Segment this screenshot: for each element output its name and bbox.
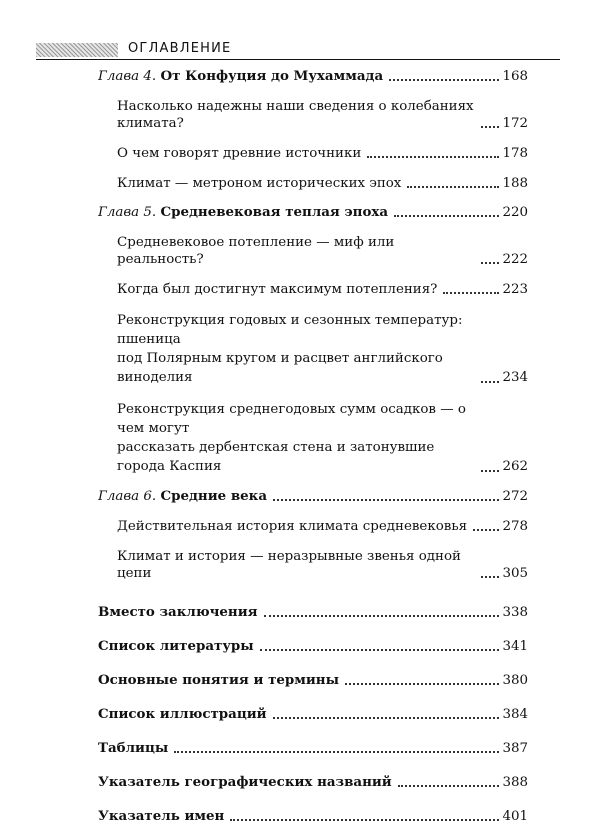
backmatter-title: Указатель имен [98,808,225,824]
dot-leader [367,156,499,158]
toc-section[interactable] [98,548,528,582]
page-number: 188 [502,176,528,191]
page-number: 272 [502,489,528,504]
dot-leader [481,262,499,264]
section-title-line-1: Реконструкция годовых и сезонных температур: пшеница [117,313,463,347]
header-rule [36,59,560,60]
page-number: 172 [502,116,528,131]
toc-chapter-6[interactable] [98,488,528,505]
toc-section[interactable] [98,400,528,476]
toc-backmatter-illustrations[interactable] [98,706,528,723]
backmatter-title: Список литературы [98,638,254,654]
chapter-number: Глава 4. [98,69,157,84]
table-of-contents [98,68,528,825]
backmatter-title: Указатель географических названий [98,774,392,790]
toc-backmatter-tables[interactable] [98,740,528,757]
toc-section[interactable] [98,98,528,132]
dot-leader [398,785,500,787]
dot-leader [260,649,500,651]
dot-leader [443,292,499,294]
chapter-title: Средние века [160,488,268,504]
toc-section[interactable] [98,311,528,387]
toc-backmatter-geo-index[interactable] [98,774,528,791]
toc-section[interactable] [98,234,528,268]
header-title: ОГЛАВЛЕНИЕ [128,41,232,56]
dot-leader [389,79,499,81]
toc-section[interactable] [98,518,528,535]
toc-section[interactable] [98,145,528,162]
dot-leader [407,186,499,188]
section-title: Климат — метроном исторических эпох [117,176,402,191]
page-number: 234 [502,370,528,385]
page-number: 387 [502,741,528,756]
chapter-number: Глава 5. [98,205,157,220]
toc-backmatter-conclusion[interactable] [98,604,528,621]
backmatter-title: Таблицы [98,740,169,756]
page-number: 223 [502,282,528,297]
section-title: Средневековое потепление — миф или реальность? [117,235,395,267]
dot-leader [174,751,499,753]
dot-leader [273,717,500,719]
toc-backmatter-glossary[interactable] [98,672,528,689]
toc-backmatter-name-index[interactable] [98,808,528,825]
backmatter-title: Список иллюстраций [98,706,267,722]
dot-leader [273,499,499,501]
toc-backmatter-bibliography[interactable] [98,638,528,655]
header-decor-bar [36,43,118,57]
page-number: 262 [502,459,528,474]
section-title-line-1: Реконструкция среднегодовых сумм осадков — о чем могут [117,402,466,436]
dot-leader [394,215,499,217]
section-title-line-2: рассказать дербентская стена и затонувшие города Каспия [117,440,435,474]
page-number: 401 [502,809,528,824]
page-number: 380 [502,673,528,688]
dot-leader [230,819,499,821]
toc-section[interactable] [98,281,528,298]
dot-leader [481,576,499,578]
page-number: 222 [502,252,528,267]
dot-leader [345,683,499,685]
dot-leader [264,615,500,617]
chapter-heading [98,488,267,505]
page-number: 220 [502,205,528,220]
page-number: 178 [502,146,528,161]
page-number: 168 [502,69,528,84]
chapter-title: От Конфуция до Мухаммада [160,68,384,84]
section-title-line-2: под Полярным кругом и расцвет английского виноделия [117,351,443,385]
page-number: 341 [502,639,528,654]
page-number: 388 [502,775,528,790]
section-title: О чем говорят древние источники [117,146,362,161]
page-number: 305 [502,566,528,581]
backmatter-title: Вместо заключения [98,604,258,620]
dot-leader [481,470,499,472]
page-number: 278 [502,519,528,534]
running-header [36,40,560,60]
dot-leader [481,126,499,128]
page-number: 384 [502,707,528,722]
dot-leader [481,381,499,383]
section-title: Климат и история — неразрывные звенья одной цепи [117,549,461,581]
chapter-title: Средневековая теплая эпоха [160,204,389,220]
section-title: Действительная история климата средневековья [117,519,468,534]
backmatter-title: Основные понятия и термины [98,672,340,688]
chapter-heading [98,68,383,85]
page-number: 338 [502,605,528,620]
chapter-number: Глава 6. [98,489,157,504]
section-title: Когда был достигнут максимум потепления? [117,282,438,297]
toc-chapter-4[interactable] [98,68,528,85]
section-title [117,400,475,476]
toc-section[interactable] [98,175,528,192]
section-title [117,311,475,387]
section-title: Насколько надежны наши сведения о колебаниях климата? [117,99,474,131]
toc-chapter-5[interactable] [98,204,528,221]
dot-leader [473,529,499,531]
chapter-heading [98,204,388,221]
